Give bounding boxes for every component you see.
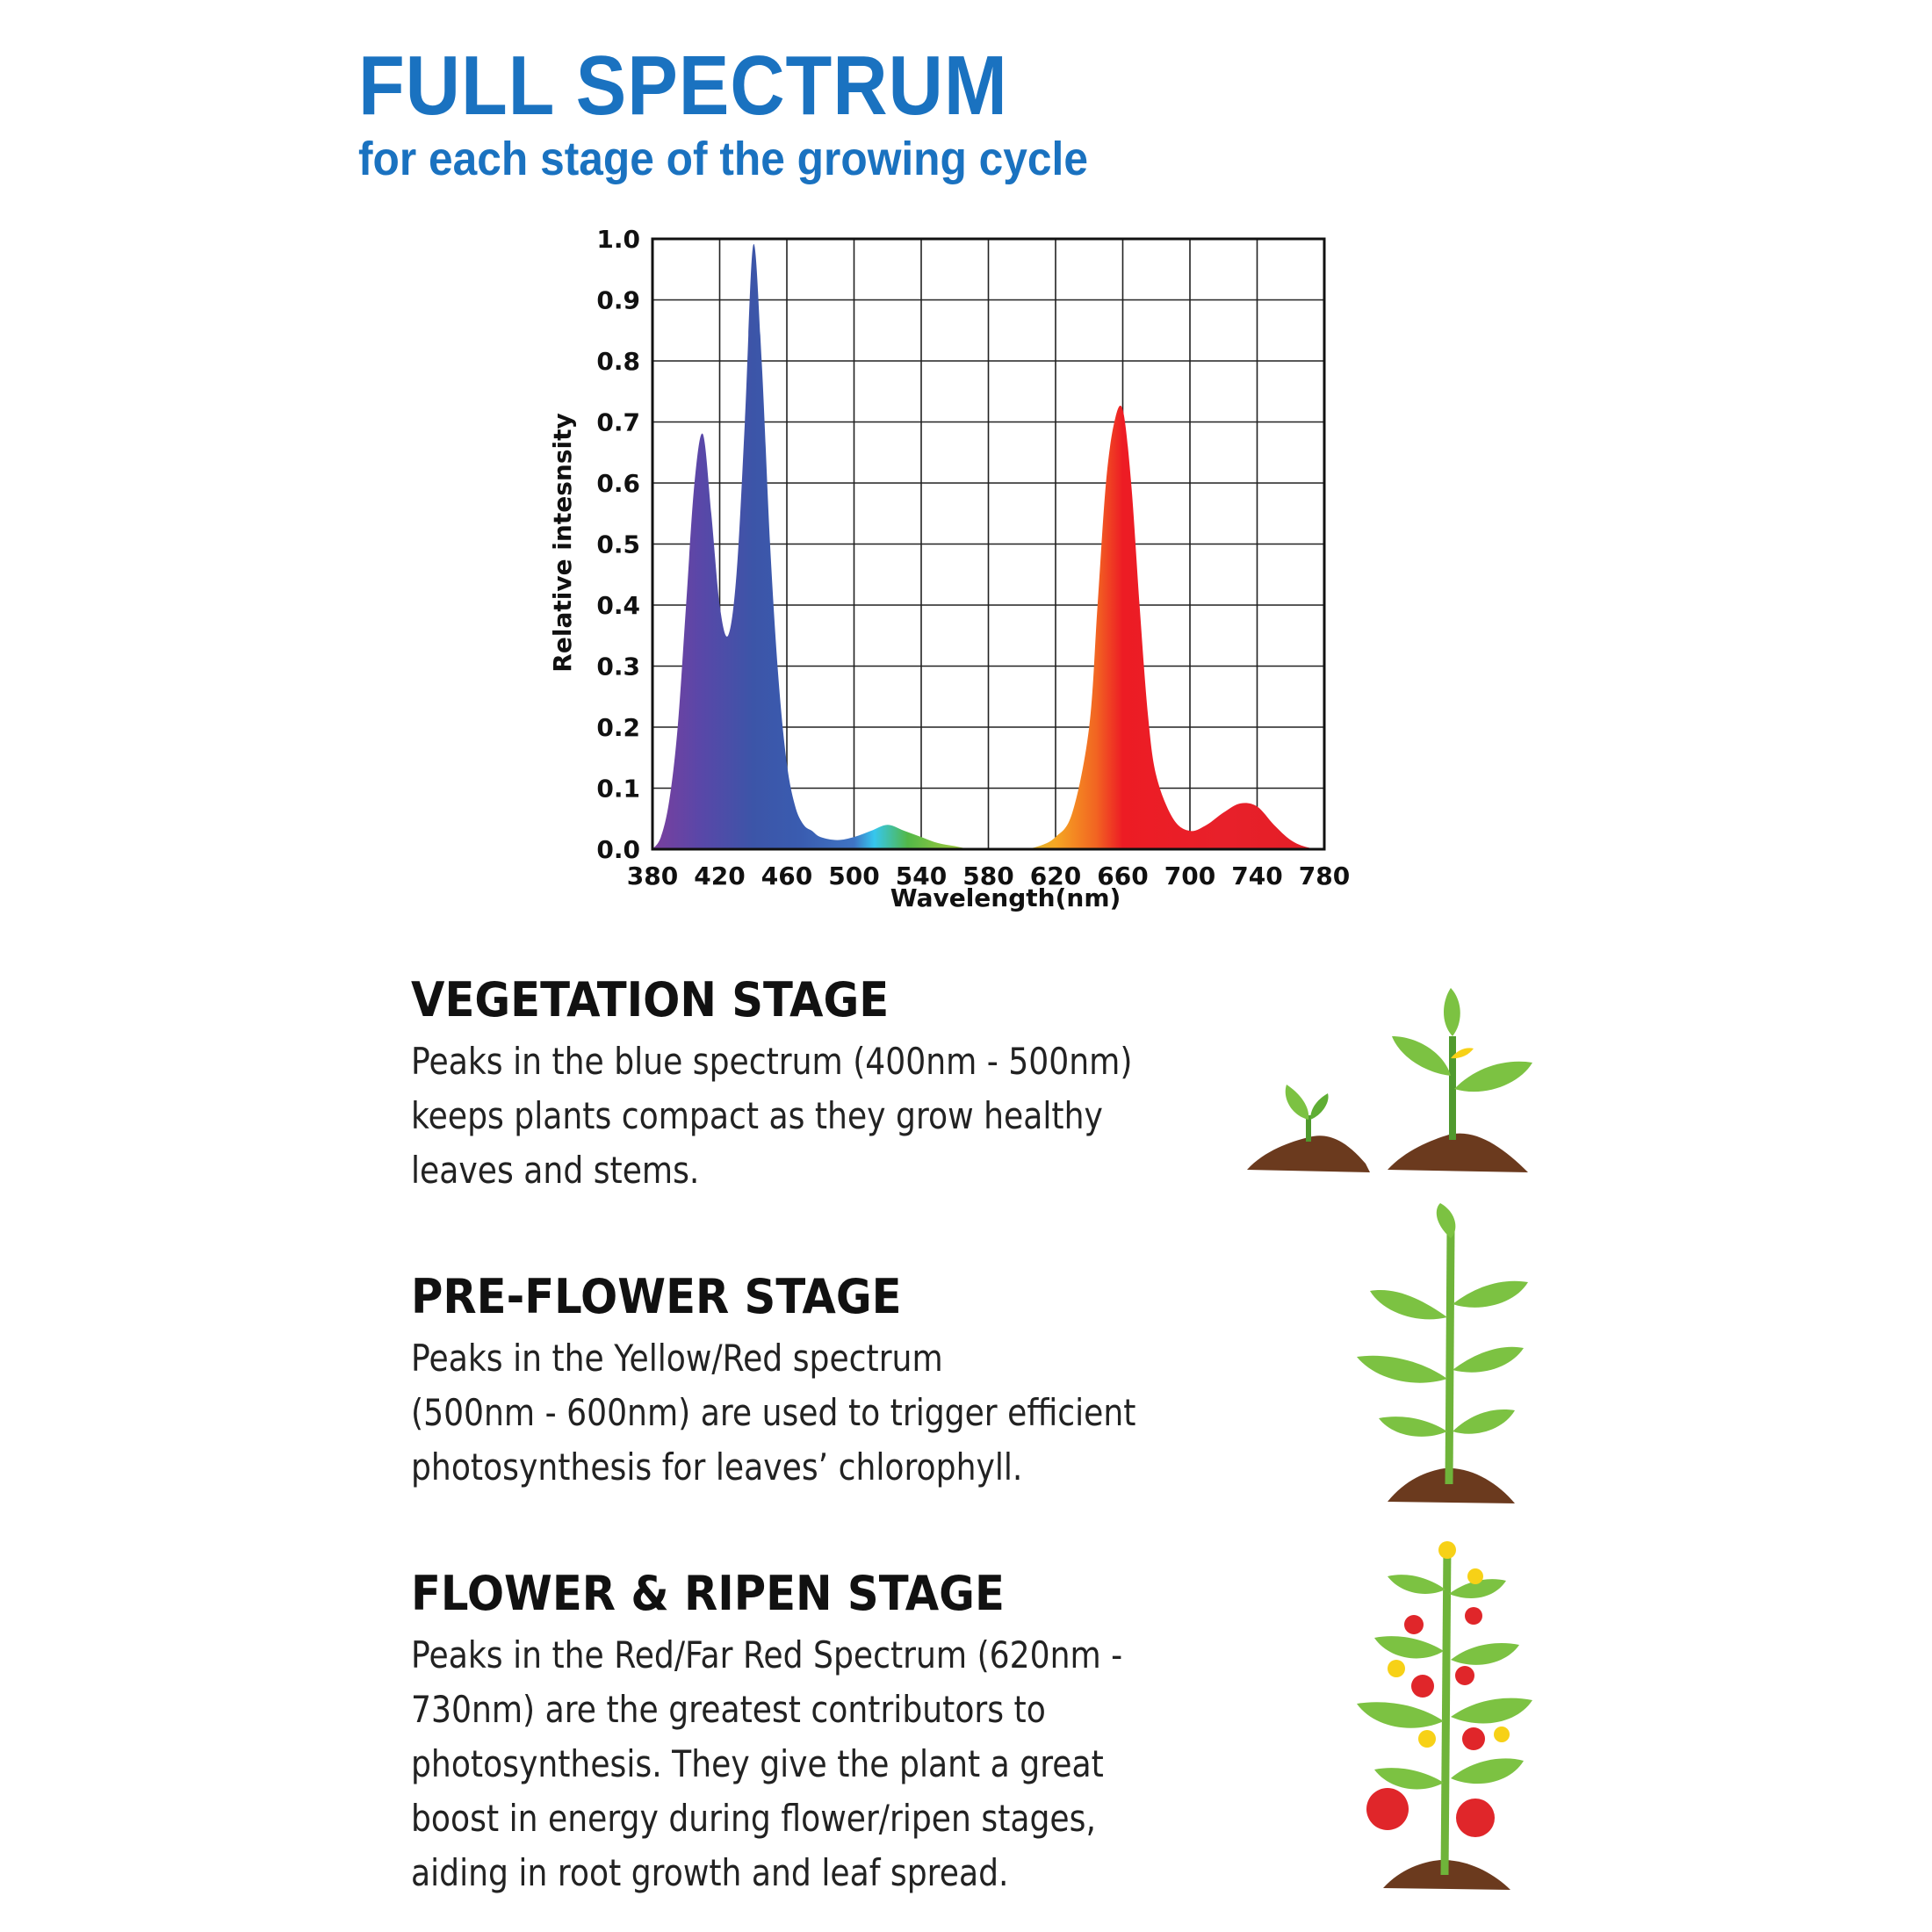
y-axis-label: Relative intesnsity: [548, 413, 577, 673]
x-tick-label: 780: [1298, 861, 1351, 890]
y-tick-label: 0.2: [596, 713, 640, 742]
spectrum-chart: [527, 211, 1370, 913]
page-title: FULL SPECTRUM: [358, 39, 1008, 133]
x-tick-label: 700: [1164, 861, 1216, 890]
y-tick-label: 1.0: [596, 225, 640, 254]
stage-line: photosynthesis. They give the plant a great: [411, 1742, 1104, 1785]
stage-line: photosynthesis for leaves’ chlorophyll.: [411, 1445, 1023, 1489]
stage-line: keeps plants compact as they grow healthy: [411, 1094, 1103, 1137]
x-tick-label: 620: [1029, 861, 1082, 890]
stage-title: FLOWER & RIPEN STAGE: [411, 1566, 1005, 1621]
y-tick-label: 0.5: [596, 530, 640, 559]
x-tick-label: 740: [1231, 861, 1283, 890]
y-tick-label: 0.0: [596, 835, 640, 864]
seedling-icon: [1247, 975, 1546, 1186]
pre-flower-stage: [411, 1269, 1201, 1495]
x-tick-label: 540: [895, 861, 948, 890]
y-tick-label: 0.3: [596, 652, 640, 681]
x-tick-label: 580: [962, 861, 1014, 890]
stage-line: leaves and stems.: [411, 1149, 700, 1192]
vegetation-stage: [411, 972, 1201, 1198]
stage-description: [411, 1628, 1196, 1900]
stage-line: Peaks in the Red/Far Red Spectrum (620nm -: [411, 1633, 1123, 1676]
stage-line: aiding in root growth and leaf spread.: [411, 1851, 1009, 1894]
young-plant-icon: [1352, 1203, 1546, 1510]
y-tick-labels: [596, 225, 640, 864]
page-subtitle: for each stage of the growing cycle: [358, 133, 1088, 185]
flower-ripen-stage: [411, 1566, 1201, 1900]
x-tick-label: 380: [626, 861, 679, 890]
y-tick-label: 0.9: [596, 285, 640, 315]
stage-line: Peaks in the Yellow/Red spectrum: [411, 1337, 943, 1380]
stage-title: VEGETATION STAGE: [411, 972, 890, 1027]
stage-line: 730nm) are the greatest contributors to: [411, 1688, 1046, 1731]
x-axis-label: Wavelength(nm): [890, 883, 1121, 912]
x-tick-label: 500: [828, 861, 880, 890]
stage-title: PRE-FLOWER STAGE: [411, 1269, 902, 1324]
fruiting-plant-icon: [1344, 1528, 1554, 1897]
y-tick-label: 0.4: [596, 591, 640, 620]
stage-description: [411, 1034, 1196, 1198]
y-tick-label: 0.7: [596, 407, 640, 437]
y-tick-label: 0.8: [596, 347, 640, 376]
x-tick-label: 460: [761, 861, 813, 890]
y-tick-label: 0.6: [596, 469, 640, 498]
header: [358, 39, 1151, 185]
stage-line: (500nm - 600nm) are used to trigger efficient: [411, 1391, 1136, 1434]
x-tick-label: 420: [694, 861, 746, 890]
x-tick-label: 660: [1097, 861, 1149, 890]
stage-description: [411, 1331, 1196, 1495]
stage-line: boost in energy during flower/ripen stages,: [411, 1797, 1096, 1840]
stage-line: Peaks in the blue spectrum (400nm - 500nm): [411, 1040, 1133, 1083]
y-tick-label: 0.1: [596, 774, 640, 804]
